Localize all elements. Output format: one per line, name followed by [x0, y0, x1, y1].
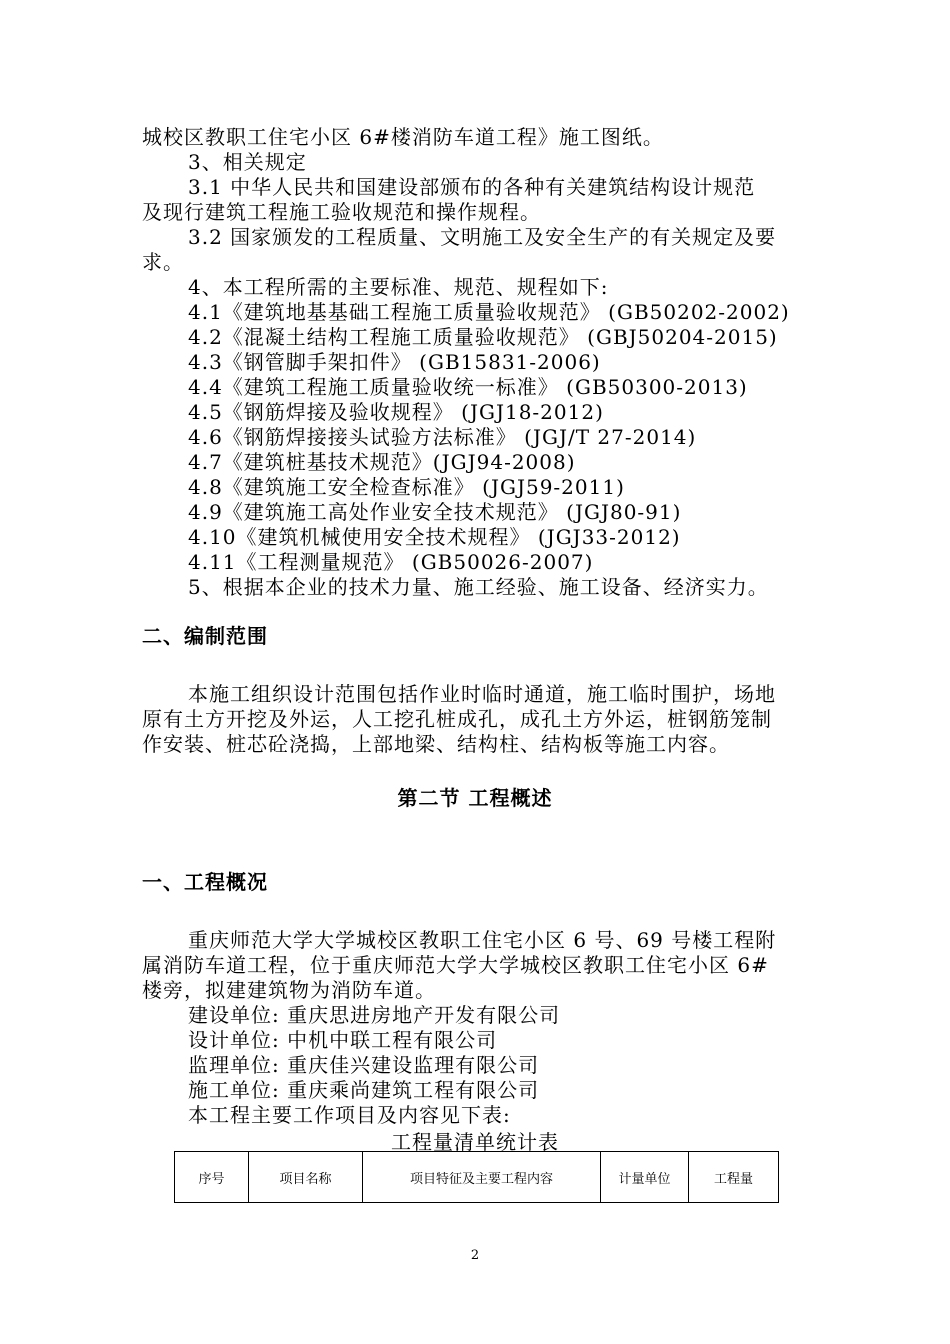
text-line: 楼旁，拟建建筑物为消防车道。 — [142, 978, 436, 1002]
standard-item: 4.11《工程测量规范》 (GB50026-2007) — [188, 550, 594, 574]
text-line: 属消防车道工程，位于重庆师范大学大学城校区教职工住宅小区 6# — [142, 953, 769, 977]
section-title: 第二节 工程概述 — [397, 786, 553, 810]
page-number: 2 — [470, 1248, 480, 1263]
column-header: 序号 — [175, 1152, 249, 1203]
table-caption: 工程量清单统计表 — [391, 1130, 559, 1154]
text-line: 3.1 中华人民共和国建设部颁布的各种有关建筑结构设计规范 — [188, 175, 756, 199]
text-line: 本工程主要工作项目及内容见下表: — [188, 1103, 511, 1127]
text-line: 建设单位: 重庆思进房地产开发有限公司 — [188, 1003, 561, 1027]
standard-item: 4.2《混凝土结构工程施工质量验收规范》 (GBJ50204-2015) — [188, 325, 778, 349]
heading-scope: 二、编制范围 — [142, 624, 268, 648]
standard-item: 4.3《钢管脚手架扣件》 (GB15831-2006) — [188, 350, 601, 374]
standard-item: 4.10《建筑机械使用安全技术规程》 (JGJ33-2012) — [188, 525, 681, 549]
standard-item: 4.7《建筑桩基技术规范》(JGJ94-2008) — [188, 450, 576, 474]
standard-item: 4.4《建筑工程施工质量验收统一标准》 (GB50300-2013) — [188, 375, 748, 399]
text-line: 重庆师范大学大学城校区教职工住宅小区 6 号、69 号楼工程附 — [188, 928, 777, 952]
text-line: 求。 — [142, 250, 184, 274]
text-line: 城校区教职工住宅小区 6#楼消防车道工程》施工图纸。 — [142, 125, 664, 149]
text-line: 设计单位: 中机中联工程有限公司 — [188, 1028, 498, 1052]
text-line: 原有土方开挖及外运，人工挖孔桩成孔，成孔土方外运，桩钢筋笼制 — [142, 707, 772, 731]
quantity-table — [174, 1151, 779, 1203]
text-line: 5、根据本企业的技术力量、施工经验、施工设备、经济实力。 — [188, 575, 769, 599]
standard-item: 4.8《建筑施工安全检查标准》 (JGJ59-2011) — [188, 475, 625, 499]
standard-item: 4.6《钢筋焊接接头试验方法标准》 (JGJ/T 27-2014) — [188, 425, 697, 449]
text-line: 及现行建筑工程施工验收规范和操作规程。 — [142, 200, 541, 224]
text-line: 作安装、桩芯砼浇捣，上部地梁、结构柱、结构板等施工内容。 — [142, 732, 730, 756]
text-line: 4、本工程所需的主要标准、规范、规程如下: — [188, 275, 609, 299]
column-header: 项目特征及主要工程内容 — [363, 1152, 601, 1203]
heading-overview: 一、工程概况 — [142, 870, 268, 894]
text-line: 3、相关规定 — [188, 150, 307, 174]
table-header-row — [175, 1152, 779, 1203]
standard-item: 4.9《建筑施工高处作业安全技术规范》 (JGJ80-91) — [188, 500, 682, 524]
text-line: 3.2 国家颁发的工程质量、文明施工及安全生产的有关规定及要 — [188, 225, 777, 249]
standard-item: 4.5《钢筋焊接及验收规程》 (JGJ18-2012) — [188, 400, 604, 424]
text-line: 本施工组织设计范围包括作业时临时通道，施工临时围护，场地 — [188, 682, 776, 706]
column-header: 工程量 — [689, 1152, 779, 1203]
text-line: 监理单位: 重庆佳兴建设监理有限公司 — [188, 1053, 540, 1077]
text-line: 施工单位: 重庆乘尚建筑工程有限公司 — [188, 1078, 540, 1102]
column-header: 项目名称 — [249, 1152, 363, 1203]
standard-item: 4.1《建筑地基基础工程施工质量验收规范》 (GB50202-2002) — [188, 300, 790, 324]
column-header: 计量单位 — [601, 1152, 689, 1203]
